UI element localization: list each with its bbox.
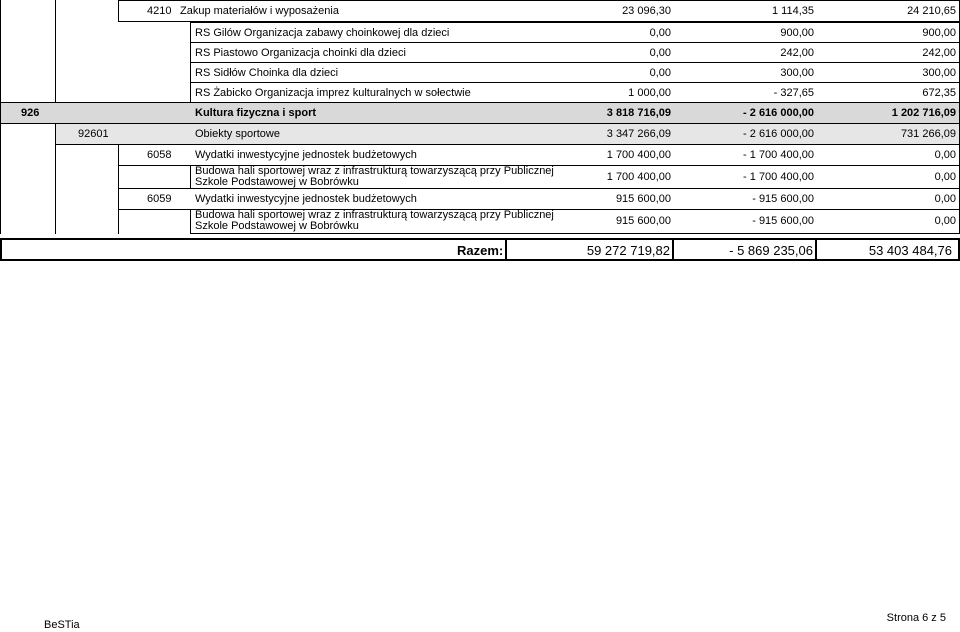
value-change: - 915 600,00 — [752, 193, 814, 205]
column-divider — [505, 238, 507, 261]
value-change: - 2 616 000,00 — [743, 128, 814, 140]
row-name: Kultura fizyczna i sport — [195, 107, 317, 119]
value-after: 0,00 — [934, 193, 956, 205]
value-plan: 0,00 — [649, 27, 671, 39]
value-change: - 2 616 000,00 — [743, 107, 814, 119]
value-plan: 3 818 716,09 — [606, 107, 671, 119]
table-row — [190, 42, 960, 63]
value-after: 0,00 — [934, 215, 956, 227]
row-name: RS Gilów Organizacja zabawy choinkowej dla dzieci — [195, 27, 450, 39]
value-plan: 0,00 — [649, 47, 671, 59]
column-divider — [815, 238, 817, 261]
table-row — [190, 62, 960, 83]
row-name: RS Sidłów Choinka dla dzieci — [195, 67, 339, 79]
table-row — [190, 22, 960, 43]
row-name: Zakup materiałów i wyposażenia — [180, 5, 339, 17]
total-label: Razem: — [457, 243, 504, 258]
value-plan: 23 096,30 — [622, 5, 671, 17]
value-change: 300,00 — [780, 67, 814, 79]
row-name: Wydatki inwestycyjne jednostek budżetowych — [195, 193, 417, 205]
section-row — [0, 102, 960, 124]
value-after: 0,00 — [934, 171, 956, 183]
table-row — [118, 0, 960, 22]
paragraph-code: 6059 — [147, 193, 172, 205]
chapter-row — [55, 123, 960, 145]
table-row — [118, 188, 960, 210]
row-name-line2: Szkole Podstawowej w Bobrówku — [195, 176, 359, 188]
footer-page-number: Strona 6 z 5 — [886, 612, 946, 624]
total-after: 53 403 484,76 — [868, 243, 952, 258]
column-divider — [55, 0, 56, 103]
row-name-line1: Budowa hali sportowej wraz z infrastrukturą towarzyszącą przy Publicznej — [195, 209, 554, 221]
column-divider — [0, 123, 1, 234]
total-plan: 59 272 719,82 — [586, 243, 670, 258]
total-change: - 5 869 235,06 — [729, 243, 813, 258]
value-plan: 1 000,00 — [628, 87, 671, 99]
paragraph-code: 6058 — [147, 149, 172, 161]
table-row — [118, 144, 960, 166]
value-change: - 327,65 — [773, 87, 814, 99]
footer-software: BeSTia — [44, 619, 80, 631]
value-plan: 915 600,00 — [615, 193, 671, 205]
value-plan: 1 700 400,00 — [606, 149, 671, 161]
value-change: - 1 700 400,00 — [743, 149, 814, 161]
paragraph-code: 4210 — [147, 5, 172, 17]
row-name: Obiekty sportowe — [195, 128, 280, 140]
row-name: Wydatki inwestycyjne jednostek budżetowych — [195, 149, 417, 161]
value-after: 242,00 — [922, 47, 956, 59]
value-after: 731 266,09 — [900, 128, 956, 140]
column-divider — [55, 123, 56, 234]
value-change: 1 114,35 — [771, 5, 814, 17]
section-code: 926 — [21, 107, 40, 119]
value-plan: 1 700 400,00 — [606, 171, 671, 183]
value-plan: 0,00 — [649, 67, 671, 79]
value-plan: 3 347 266,09 — [606, 128, 671, 140]
value-change: 900,00 — [780, 27, 814, 39]
column-divider — [672, 238, 674, 261]
value-plan: 915 600,00 — [615, 215, 671, 227]
column-divider — [0, 0, 1, 103]
value-change: - 1 700 400,00 — [743, 171, 814, 183]
value-after: 672,35 — [922, 87, 956, 99]
row-name: RS Piastowo Organizacja choinki dla dzieci — [195, 47, 406, 59]
value-after: 300,00 — [922, 67, 956, 79]
value-after: 24 210,65 — [907, 5, 956, 17]
row-name-line2: Szkole Podstawowej w Bobrówku — [195, 220, 359, 232]
table-row — [190, 165, 960, 189]
value-after: 0,00 — [934, 149, 956, 161]
table-row — [190, 82, 960, 103]
row-name: RS Żabicko Organizacja imprez kulturalnych w sołectwie — [195, 87, 471, 99]
value-change: - 915 600,00 — [752, 215, 814, 227]
column-divider — [118, 144, 119, 234]
value-change: 242,00 — [780, 47, 814, 59]
value-after: 900,00 — [922, 27, 956, 39]
chapter-code: 92601 — [78, 128, 109, 140]
row-name-line1: Budowa hali sportowej wraz z infrastrukturą towarzyszącą przy Publicznej — [195, 165, 554, 177]
table-row — [190, 209, 960, 234]
value-after: 1 202 716,09 — [891, 107, 956, 119]
